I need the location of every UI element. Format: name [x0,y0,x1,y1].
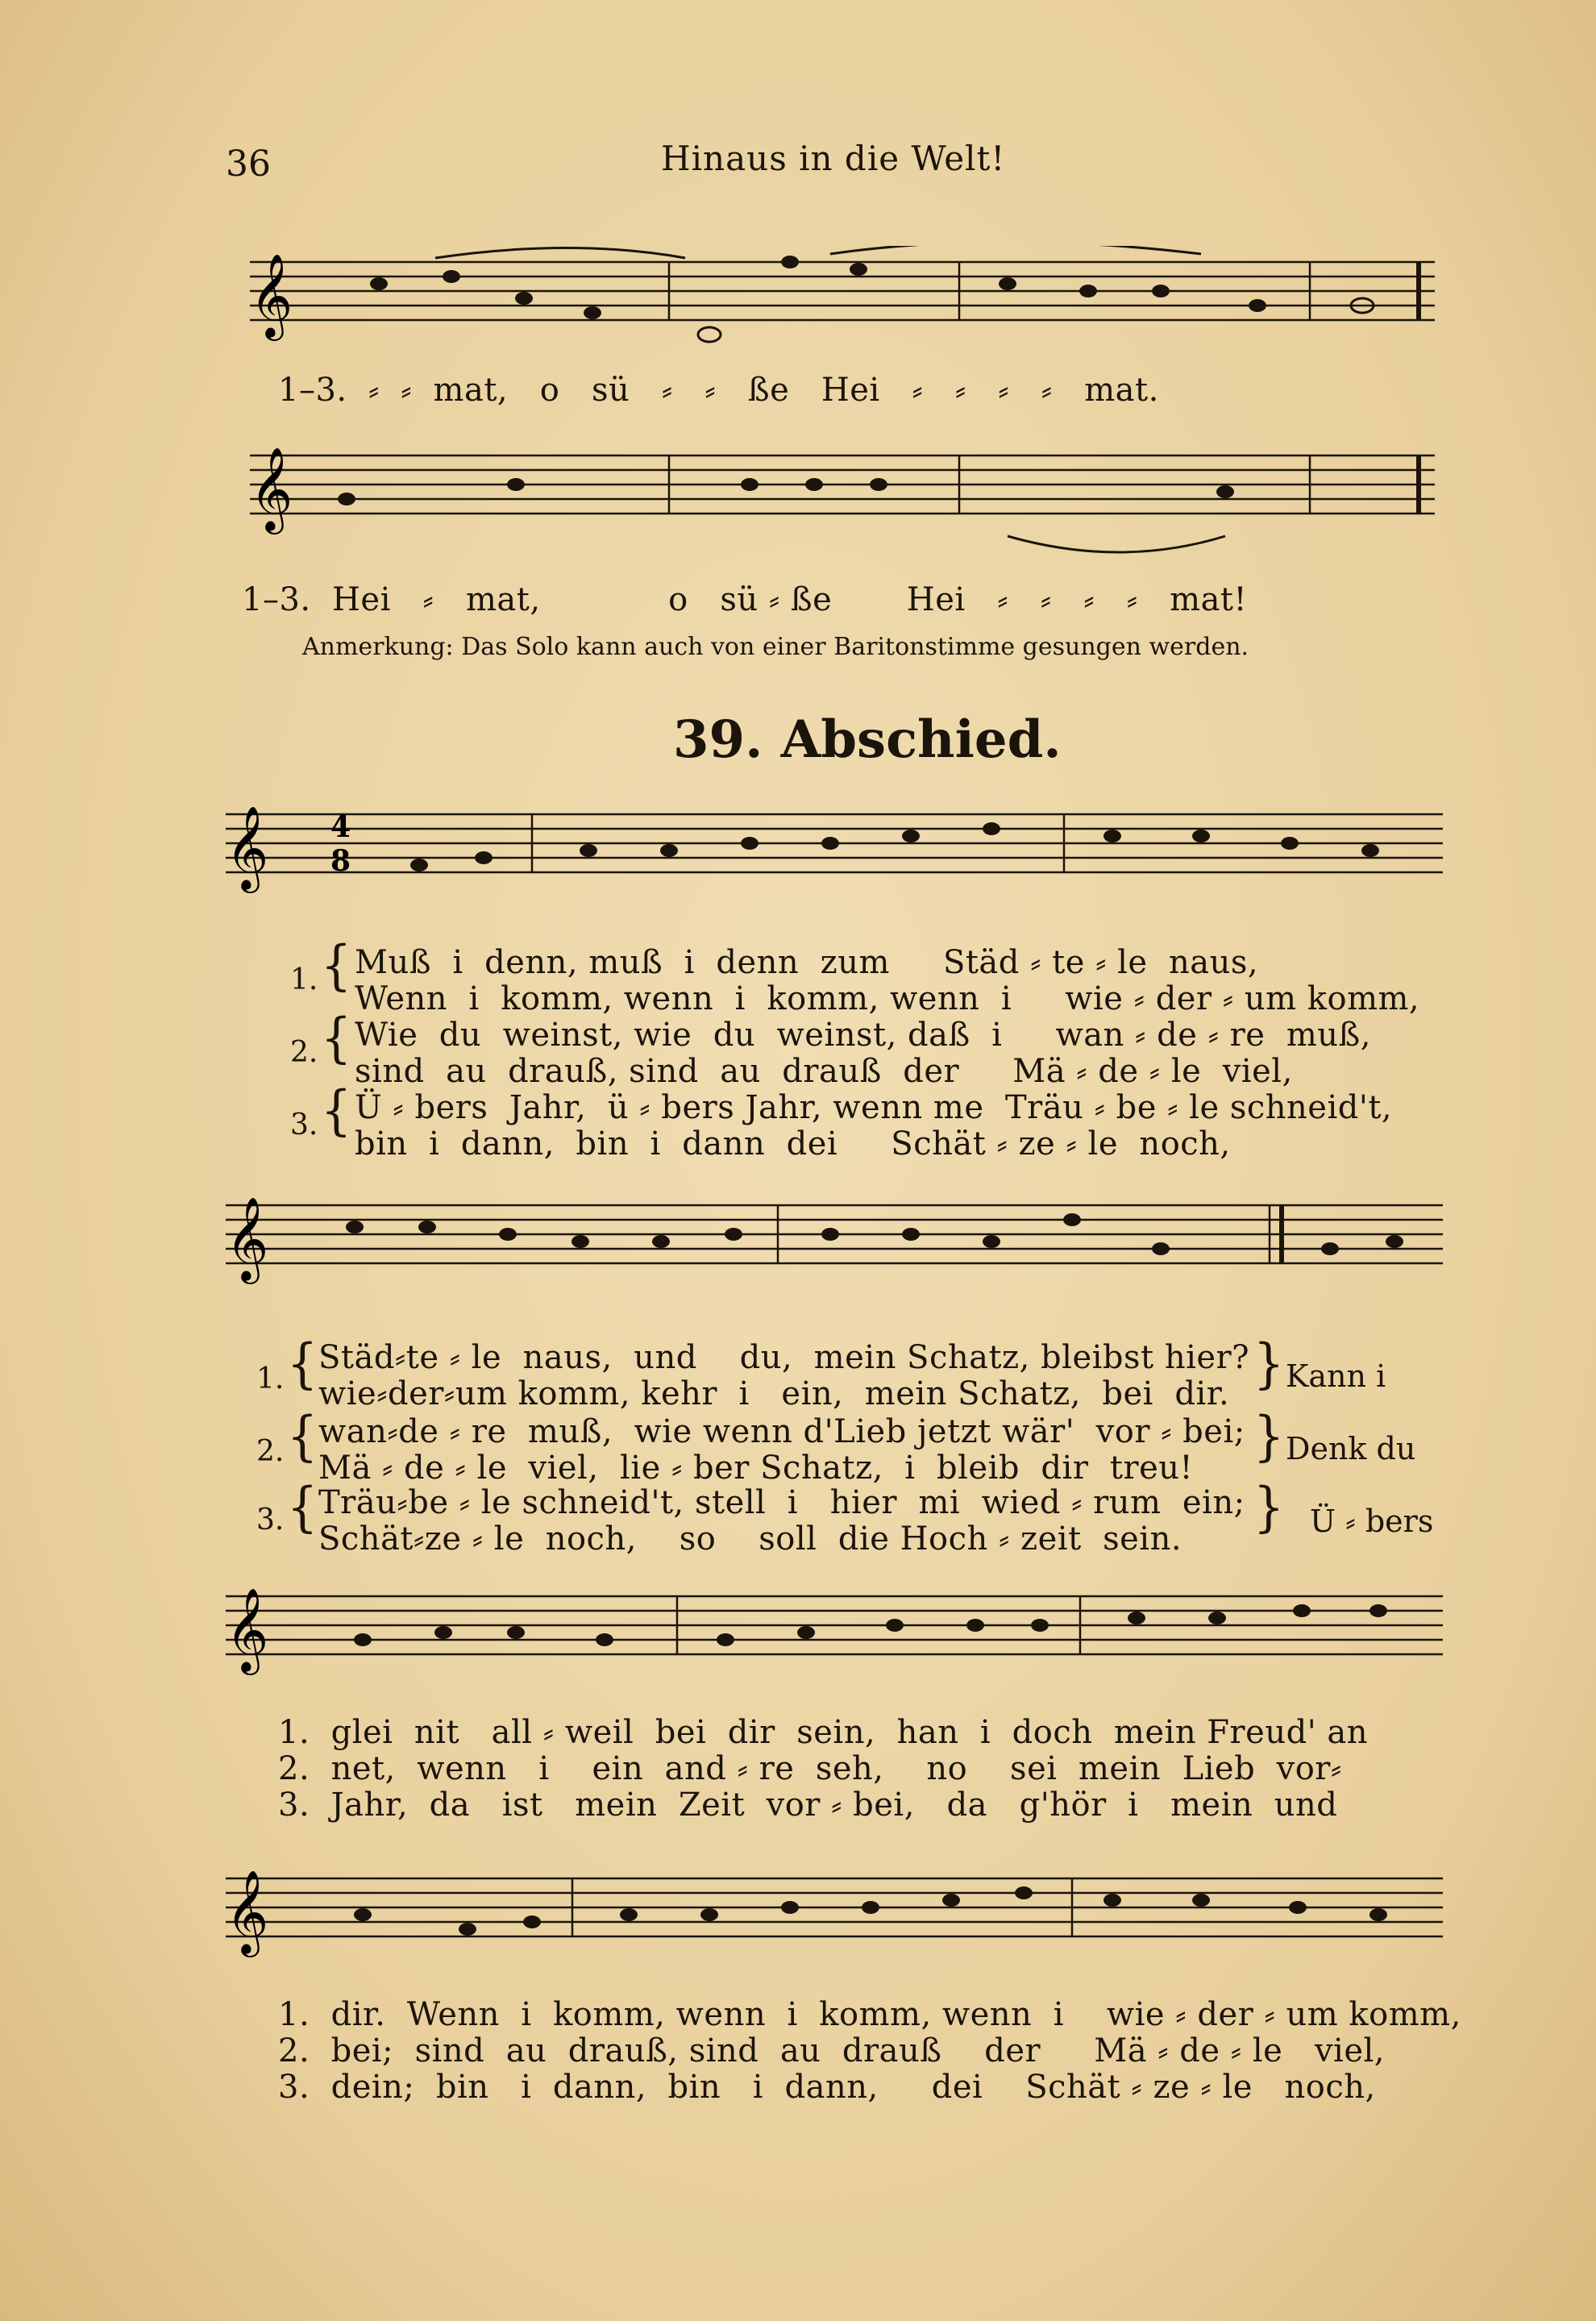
lyric-line: wan⸗de ⸗ re muß, wie wenn d'Lieb jetzt wär' vor ⸗ bei; [318,1413,1245,1450]
staff-prev-choir [234,439,1443,568]
time-signature-numerator: 4 [330,810,351,844]
lyric-line: 2. bei; sind au drauß, sind au drauß der Mä ⸗ de ⸗ le viel, [278,2032,1386,2069]
lyric-line: Träu⸗be ⸗ le schneid't, stell i hier mi wied ⸗ rum ein; [318,1484,1245,1521]
brace: { [321,934,352,997]
brace: { [321,1079,352,1142]
lyric-line: sind au drauß, sind au drauß der Mä ⸗ de ⸗ le viel, [355,1053,1293,1090]
lyric-line: Wenn i komm, wenn i komm, wenn i wie ⸗ der ⸗ um komm, [355,980,1420,1017]
svg-text:𝄞: 𝄞 [250,447,293,531]
staff-system-2 [218,1189,1451,1310]
time-signature-denominator: 8 [330,844,351,878]
prev-solo-lyric: 1–3. ⸗ ⸗ mat, o sü ⸗ ⸗ ße Hei ⸗ ⸗ ⸗ ⸗ mat. [278,372,1159,409]
staff-prev-solo-notation [234,246,1443,359]
brace: { [287,1333,318,1396]
staff-system-4-notation [218,1862,1451,1975]
song-title: 39. Abschied. [673,709,1062,770]
svg-text:𝄞: 𝄞 [226,1870,269,1954]
lyric-line: Ü ⸗ bers Jahr, ü ⸗ bers Jahr, wenn me Träu ⸗ be ⸗ le schneid't, [355,1089,1393,1126]
lyric-line: Städ⸗te ⸗ le naus, und du, mein Schatz, bleibst hier? [318,1339,1250,1376]
staff-system-3-notation [218,1580,1451,1693]
svg-text:𝄞: 𝄞 [226,1587,269,1672]
brace-closing: } [1253,1405,1285,1468]
performance-note: Anmerkung: Das Solo kann auch von einer Baritonstimme gesungen werden. [302,633,1249,661]
continuation-word: Kann i [1286,1358,1386,1394]
svg-text:𝄞: 𝄞 [226,805,269,890]
continuation-word: Denk du [1286,1431,1416,1466]
brace-closing: } [1253,1476,1285,1539]
brace-closing: } [1253,1333,1285,1396]
verse-number: 1. [290,963,318,996]
verse-number: 1. [256,1362,285,1396]
running-title: Hinaus in die Welt! [661,139,1006,178]
svg-text:𝄞: 𝄞 [226,1196,269,1281]
page-number: 36 [226,144,271,185]
lyric-line: 1. glei nit all ⸗ weil bei dir sein, han i doch mein Freud' an [278,1714,1369,1751]
prev-choir-lyric: 1–3. Hei ⸗ mat, o sü ⸗ ße Hei ⸗ ⸗ ⸗ ⸗ mat! [242,581,1248,618]
lyric-line: Mä ⸗ de ⸗ le viel, lie ⸗ ber Schatz, i bleib dir treu! [318,1450,1194,1487]
continuation-word: Ü ⸗ bers [1310,1504,1434,1539]
lyric-line: Schät⸗ze ⸗ le noch, so soll die Hoch ⸗ zeit sein. [318,1520,1182,1558]
lyric-line: Muß i denn, muß i denn zum Städ ⸗ te ⸗ le naus, [355,944,1259,981]
verse-number: 3. [290,1109,318,1142]
lyric-line: 3. Jahr, da ist mein Zeit vor ⸗ bei, da g'hör i mein und [278,1787,1338,1824]
staff-system-4 [218,1862,1451,1975]
staff-system-2-notation [218,1189,1451,1310]
brace: { [287,1405,318,1468]
lyric-line: Wie du weinst, wie du weinst, daß i wan ⸗ de ⸗ re muß, [355,1017,1371,1054]
svg-text:𝄞: 𝄞 [250,253,293,338]
lyric-line: 1. dir. Wenn i komm, wenn i komm, wenn i wie ⸗ der ⸗ um komm, [278,1996,1461,2033]
staff-system-3 [218,1580,1451,1693]
staff-system-1-notation [218,798,1451,919]
lyric-line: wie⸗der⸗um komm, kehr i ein, mein Schatz, bei dir. [318,1375,1230,1412]
staff-prev-choir-notation [234,439,1443,568]
verse-number: 2. [256,1435,285,1468]
lyric-line: 2. net, wenn i ein and ⸗ re seh, no sei mein Lieb vor⸗ [278,1750,1342,1787]
verse-number: 3. [256,1504,285,1537]
verse-number: 2. [290,1036,318,1069]
lyric-line: 3. dein; bin i dann, bin i dann, dei Schät ⸗ ze ⸗ le noch, [278,2069,1376,2106]
staff-prev-solo [234,246,1443,359]
lyric-line: bin i dann, bin i dann dei Schät ⸗ ze ⸗ le noch, [355,1125,1231,1163]
staff-system-1 [218,798,1451,919]
brace: { [287,1476,318,1539]
brace: { [321,1007,352,1070]
